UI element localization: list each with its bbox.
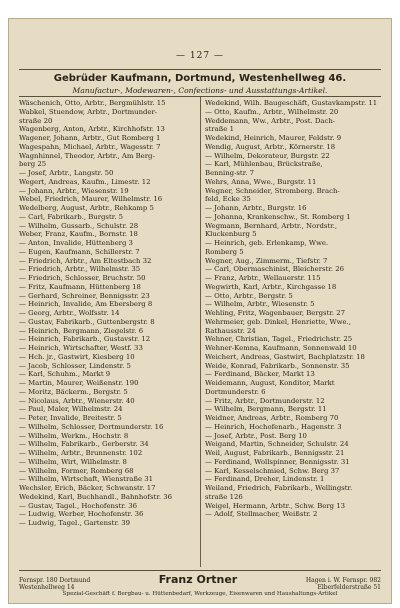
- directory-entry: Rathausstr. 24: [205, 326, 256, 335]
- directory-entry: — Karl, Kesselschmied, Schw. Berg 37: [205, 466, 340, 475]
- directory-entry: Weiland, Friedrich, Fabrikarb., Wellingstr.: [205, 484, 353, 492]
- directory-entry: — Carl, Fabrikarb., Burgstr. 5: [19, 212, 124, 221]
- directory-entry: Wechsler, Erich, Bäcker, Schwanstr. 17: [19, 484, 156, 492]
- directory-entry: Wehrmeier, geb. Dinkel, Henriette, Wwe.,: [205, 317, 351, 326]
- footer-right-line2: Elberfelderstraße 51: [317, 584, 381, 591]
- column-divider: [200, 97, 201, 567]
- directory-entry: — Gustav, Fabrikarb., Guttenbergstr. 8: [19, 317, 155, 326]
- directory-entry: Weigel, Hermann, Arbtr., Schw. Berg 13: [205, 501, 345, 510]
- directory-entry: — Friedrich, Arbtr., Wilhelmstr. 35: [19, 265, 141, 274]
- directory-entry: feld, Ecke 35: [205, 195, 251, 204]
- directory-entry: — Adolf, Stellmacher, Weißstr. 2: [205, 510, 318, 519]
- directory-entry: — Wilhelm, Arbtr., Brunnenstr. 102: [19, 449, 143, 457]
- directory-entry: — Gustav, Tagel., Hochofenstr. 36: [19, 501, 137, 510]
- directory-entry: — Wilhelm, Wirtschaft, Wienstraße 31: [19, 475, 153, 484]
- directory-entry: Benning-str. 7: [205, 169, 255, 177]
- left-column: [19, 99, 197, 567]
- directory-entry: — Wilhelm, Schlosser, Dortmunderstr. 16: [19, 422, 164, 431]
- directory-entry: — Jacob, Schlosser, Lindenstr. 5: [19, 361, 131, 370]
- directory-entry: — Hch. jr., Gastwirt, Kiesberg 10: [19, 352, 135, 361]
- directory-entry: — Gerhard, Schreiner, Bennigsstr. 23: [19, 291, 150, 300]
- footer-company-name: Franz Ortner: [158, 573, 238, 586]
- directory-entry: Wäschenich, Otto, Arbtr., Bergmühlstr. 15: [19, 99, 166, 107]
- directory-entry: Wagenberg, Anton, Arbtr., Kirchhofstr. 13: [19, 125, 165, 134]
- directory-entry: Weidner, Andreas, Arbtr., Romberg 70: [205, 414, 339, 422]
- directory-entry: — Karl, Schuhm., Markt 9: [19, 370, 111, 379]
- directory-page: [8, 18, 392, 604]
- top-rule: [19, 69, 381, 70]
- directory-entry: — Heinrich, Fabrikarb., Gustavstr. 12: [19, 335, 151, 344]
- directory-entry: — Heinrich, Bergmann, Ziegelstr. 6: [19, 326, 144, 335]
- directory-entry: — Franz, Arbtr., Wellauerstr. 115: [205, 274, 321, 282]
- footer-tagline: Spezial-Geschäft f. Bergbau- u. Hüttenbedarf, Werkzeuge, Eisenwaren und Haushaltungs-Artikel: [62, 591, 338, 597]
- directory-entry: — Ferdinand, Bäcker, Markt 13: [205, 370, 315, 379]
- footer-right-line1: Hagen i. W. Fernspr. 982: [305, 577, 381, 584]
- directory-entry: — Wilhelm, Dekorateur, Burgstr. 22: [205, 151, 330, 160]
- directory-entry: — Josef, Arbtr., Post. Berg 10: [205, 431, 307, 440]
- directory-entry: — Ferdinand, Dreher, Lindenstr. 1: [205, 475, 325, 484]
- footer-rule: [19, 570, 381, 571]
- directory-entry: straße 1: [205, 125, 234, 134]
- directory-entry: — Fritz, Kaufmann, Hüttenberg 18: [19, 282, 141, 291]
- directory-entry: — Josef, Arbtr., Langstr. 50: [19, 169, 114, 177]
- directory-entry: — Wilhelm, Arbtr., Wiesenstr. 5: [205, 300, 315, 309]
- right-column: [205, 99, 383, 567]
- directory-entry: — Friedrich, Arbtr., Am Eltestbach 32: [19, 256, 152, 265]
- directory-entry: — Johann, Arbtr., Wiesenstr. 19: [19, 186, 129, 195]
- directory-entry: Wedelberg, August, Arbtr., Rehkamp 5: [19, 204, 154, 212]
- directory-entry: straße 126: [205, 492, 243, 501]
- advert-subtitle: Manufactur-, Modewaren-, Confections- und Ausstattungs-Artikel.: [72, 86, 328, 95]
- directory-entry: Wagnhinnel, Theodor, Arbtr., Am Berg-: [19, 151, 155, 160]
- directory-entry: Wedekind, Karl, Buchhandl., Bahnhofstr. 36: [19, 492, 172, 501]
- directory-entry: Wagener, Johann, Arbtr., Gut Romberg 1: [19, 134, 161, 142]
- directory-entry: Wehner-Kemna, Kaufmann, Sonnenwald 10: [205, 344, 357, 352]
- directory-entry: Weber, Franz, Kaufm., Bornstr. 18: [19, 230, 138, 239]
- directory-entry: Weil, August, Fabrikarb., Bennigsstr. 21: [205, 449, 345, 457]
- directory-entry: — Karl, Mühlenbau, Brückstraße,: [205, 160, 323, 169]
- directory-entry: — Martin, Maurer, Weißenstr. 190: [19, 379, 139, 387]
- directory-entry: — Friedrich, Schlosser, Bruchstr. 50: [19, 274, 146, 282]
- directory-entry: — Ludwig, Werber, Hochofenstr. 36: [19, 510, 144, 519]
- directory-entry: Wagespahn, Michael, Arbtr., Wagesstr. 7: [19, 142, 161, 151]
- directory-entry: Weichert, Andreas, Gastwirt, Bachplatzstr. 18: [205, 352, 365, 361]
- directory-entry: Dortmunderstr. 6: [205, 387, 266, 396]
- directory-entry: Wehrs, Anna, Wwe., Burgstr. 11: [205, 177, 317, 186]
- directory-entry: — Heinrich, Wirtschafter, Westf. 33: [19, 344, 143, 352]
- directory-entry: — Paul, Maler, Wilhelmstr. 24: [19, 405, 123, 414]
- directory-entry: — Otto, Arbtr., Bergstr. 5: [205, 291, 293, 300]
- directory-entry: Wedekind, Wilh. Baugeschäft, Gustavkampstr. 11: [205, 99, 378, 107]
- directory-entry: — Heinrich, geb. Erlenkamp, Wwe.: [205, 239, 329, 247]
- directory-entry: — Johann, Arbtr., Burgstr. 16: [205, 204, 307, 212]
- directory-entry: Wegmann, Bernhard, Arbtr., Nordstr.,: [205, 221, 338, 230]
- directory-entry: Weigand, Martin, Schneider, Schulstr. 24: [205, 440, 349, 449]
- directory-entry: — Wilhelm, Werkm., Hochstr. 8: [19, 431, 129, 440]
- directory-entry: Weide, Konrad, Fabrikarb., Sonnenstr. 35: [205, 361, 350, 370]
- directory-entry: — Moritz, Bäckerm., Bergstr. 5: [19, 387, 128, 396]
- footer-left-line2: Westenhellweg 14: [19, 584, 75, 591]
- directory-entry: Wegner, Aug., Zimmerm., Tiefstr. 7: [205, 256, 328, 265]
- directory-entry: — Wilhelm, Gussarb., Schulstr. 28: [19, 221, 139, 230]
- directory-entry: — Wilhelm, Wirt, Wilhelmstr. 8: [19, 457, 127, 466]
- directory-entry: Romberg 5: [205, 247, 244, 256]
- directory-entry: — Wilhelm, Bergmann, Bergstr. 11: [205, 405, 327, 414]
- directory-entry: — Nicolaus, Arbtr., Wienerstr. 40: [19, 396, 135, 405]
- directory-entry: — Wilhelm, Former, Romberg 68: [19, 466, 134, 475]
- directory-entry: Wedekind, Heinrich, Maurer, Feldstr. 9: [205, 134, 342, 142]
- directory-entry: — Anton, Invalide, Hüttenberg 3: [19, 239, 133, 247]
- directory-entry: Wehner, Christian, Tagel., Friedrichstr. 25: [205, 335, 353, 344]
- directory-entry: — Peter, Invalide, Breitestr. 5: [19, 414, 122, 422]
- directory-entry: — Heinrich, Invalide, Am Ebersberg 8: [19, 300, 153, 309]
- directory-entry: Wabkel, Stuendow, Arbtr., Dortmunder-: [19, 107, 158, 116]
- directory-entry: Wegert, Andreas, Kaufm., Limestr. 12: [19, 177, 151, 186]
- directory-entry: — Eugen, Kaufmann, Schillerstr. 7: [19, 247, 140, 256]
- directory-entry: Wehling, Fritz, Wagenbauer, Bergstr. 27: [205, 309, 346, 317]
- directory-entry: — Ludwig, Tagel., Gartenstr. 39: [19, 519, 131, 527]
- directory-entry: Webel, Friedrich, Maurer, Wilhelmstr. 16: [19, 195, 163, 204]
- directory-entry: Kluckenburg 5: [205, 230, 257, 239]
- directory-entry: — Heinrich, Hochofenarb., Hagenstr. 3: [205, 422, 342, 431]
- directory-entry: — Johanna, Krankenschw., St. Romberg 1: [205, 212, 351, 221]
- directory-entry: Wegner, Schneider, Stromberg. Brach-: [205, 186, 340, 195]
- directory-entry: Wegwirth, Karl, Arbtr., Kirchgasse 18: [205, 282, 337, 291]
- directory-entry: — Wilhelm, Fabrikarb., Gerberstr. 34: [19, 440, 149, 449]
- footer-right: [259, 577, 381, 591]
- directory-entry: berg 25: [19, 160, 47, 169]
- directory-entry: Weidemann, August, Konditor, Markt: [205, 379, 335, 387]
- directory-entry: — Ferdinand, Wollspinner, Bennigsstr. 31: [205, 457, 350, 466]
- directory-entry: Wendig, August, Arbtr., Körnerstr. 18: [205, 142, 336, 151]
- directory-entry: — Fritz, Arbtr., Dortmunderstr. 12: [205, 396, 325, 405]
- directory-entry: — Otto, Kaufm., Arbtr., Wilhelmstr. 20: [205, 107, 339, 116]
- directory-entry: straße 20: [19, 116, 53, 125]
- directory-entry: — Georg, Arbtr., Wolfsstr. 14: [19, 309, 120, 317]
- page-number: — 127 —: [176, 51, 224, 61]
- advert-title: Gebrüder Kaufmann, Dortmund, Westenhellweg 46.: [53, 73, 347, 84]
- footer-left: [19, 577, 139, 591]
- footer-left-line1: Fernspr. 180 Dortmund: [19, 577, 91, 584]
- directory-entry: Weddemann, Ww., Arbtr., Post. Dach-: [205, 116, 336, 125]
- directory-entry: — Carl, Obermaschinist, Bleicherstr. 26: [205, 265, 344, 274]
- footer-advert: [19, 573, 381, 599]
